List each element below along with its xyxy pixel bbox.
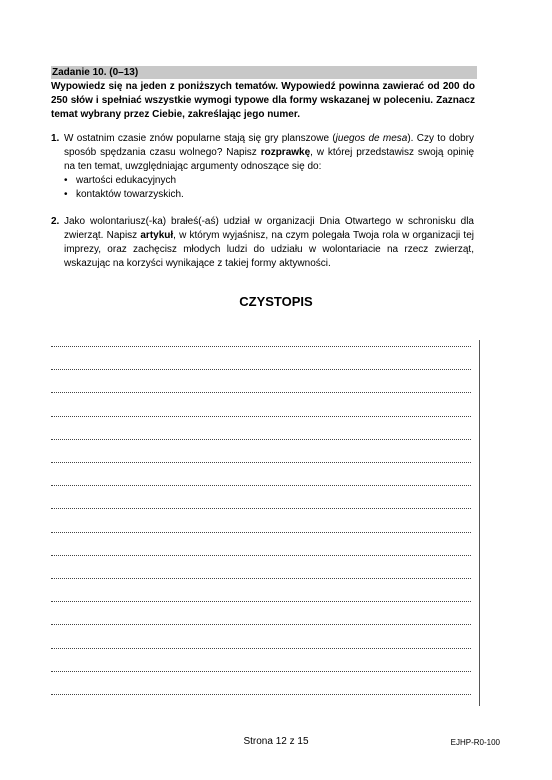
writing-line[interactable] xyxy=(51,578,471,579)
page-number: Strona 12 z 15 xyxy=(243,736,309,747)
task-instruction: Wypowiedz się na jeden z poniższych tematów. Wypowiedź powinna zawierać od 200 do 250 słów i spełniać wszystkie wymogi typowe dla formy wskazanej w poleceniu. Zaznacz temat wybrany przez Ciebie, zakreślając jego numer. xyxy=(51,81,475,120)
writing-area[interactable] xyxy=(51,336,481,708)
writing-line[interactable] xyxy=(51,671,471,672)
bullet-icon: • xyxy=(64,189,68,200)
list-item: • wartości edukacyjnych xyxy=(64,175,177,186)
task-header: Zadanie 10. (0–13) xyxy=(51,66,477,79)
topic-text: W ostatnim czasie znów popularne stają się gry planszowe (juegos de mesa). Czy to dobry sposób spędzania czasu wolnego? Napisz rozprawkę, w której przedstawisz swoją opinię na ten temat, uwzględniając argumenty odnoszące się do: • wartości edukacyjnych • kontaktów towarzyskich. xyxy=(64,133,475,200)
topic-bullet-list xyxy=(64,174,474,202)
topic-number[interactable]: 1. xyxy=(51,133,60,144)
margin-line xyxy=(479,340,480,706)
writing-line[interactable] xyxy=(51,648,471,649)
writing-line[interactable] xyxy=(51,532,471,533)
writing-line[interactable] xyxy=(51,555,471,556)
writing-line[interactable] xyxy=(51,369,471,370)
bullet-icon: • xyxy=(64,175,68,186)
writing-line[interactable] xyxy=(51,508,471,509)
writing-line[interactable] xyxy=(51,439,471,440)
writing-line[interactable] xyxy=(51,624,471,625)
topic-text: Jako wolontariusz(-ka) brałeś(-aś) udział w organizacji Dnia Otwartego w schronisku dla zwierząt. Napisz artykuł, w którym wyjaśnisz, na czym polegała Twoja rola w organizacji tej imprezy, oraz zachęcisz młodych ludzi do udziału w wolontariacie na rzecz zwierząt, wskazując na korzyści wynikające z takiej formy aktywności. xyxy=(64,216,474,269)
writing-line[interactable] xyxy=(51,485,471,486)
writing-line[interactable] xyxy=(51,346,471,347)
writing-line[interactable] xyxy=(51,601,471,602)
topic-number[interactable]: 2. xyxy=(51,216,60,227)
writing-line[interactable] xyxy=(51,416,471,417)
exam-code: EJHP-R0-100 xyxy=(450,738,500,747)
clean-copy-title: CZYSTOPIS xyxy=(239,294,313,309)
list-item: • kontaktów towarzyskich. xyxy=(64,189,184,200)
writing-line[interactable] xyxy=(51,462,471,463)
writing-line[interactable] xyxy=(51,694,471,695)
writing-line[interactable] xyxy=(51,392,471,393)
